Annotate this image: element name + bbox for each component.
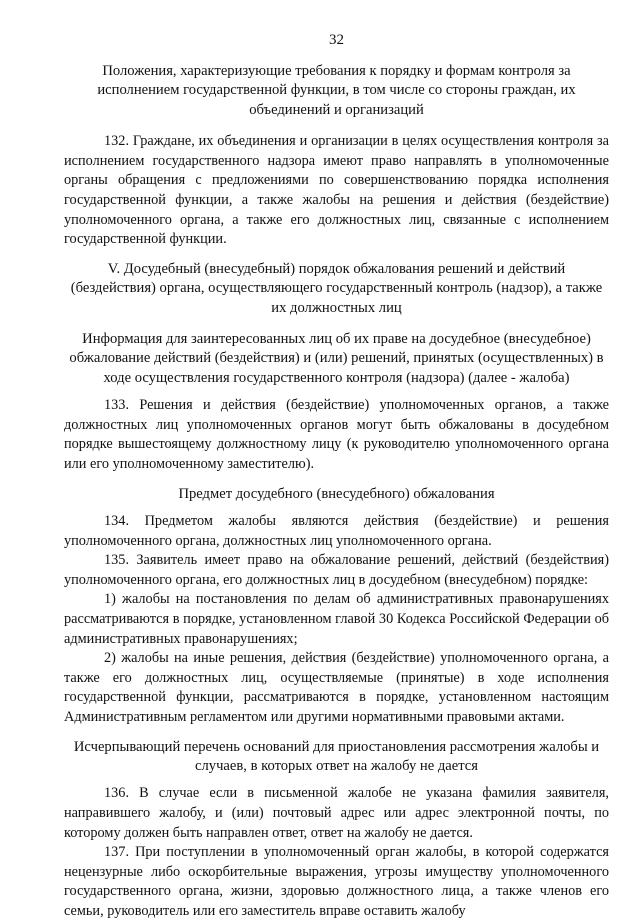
paragraph-132: 132. Граждане, их объединения и организации в целях осуществления контроля за исполнением государственного надзора имеют право направлять в уполномоченные органы обращения с предложениями по совершенствованию порядка исполнения государственной функции, а также жалобы на решения и действия (бездействие) уполномоченного органа, а также его должностных лиц, связанные с исполнением государственной функции. [64, 133, 609, 248]
heading-suspension-grounds: Исчерпывающий перечень оснований для приостановления рассмотрения жалобы и случаев, в которых ответ на жалобу не дается [73, 738, 600, 774]
heading-appeal-subject: Предмет досудебного (внесудебного) обжалования [178, 485, 495, 502]
paragraph-134: 134. Предметом жалобы являются действия (бездействие) и решения уполномоченного органа, должностных лиц уполномоченного органа. [64, 513, 609, 549]
paragraph-136: 136. В случае если в письменной жалобе не указана фамилия заявителя, направившего жалобу, и (или) почтовый адрес или адрес электронной почты, по которому должен быть направлен ответ, ответ на жалобу не дается. [64, 785, 609, 841]
heading-appeal-info: Информация для заинтересованных лиц об их праве на досудебное (внесудебное) обжалование действий (бездействия) и (или) решений, принятых (осуществленных) в ходе осуществления государственного контроля (надзора) (далее - жалоба) [69, 331, 604, 386]
paragraph-137: 137. При поступлении в уполномоченный орган жалобы, в которой содержатся нецензурные либо оскорбительные выражения, угрозы имуществу уполномоченного государственного органа, жизни, здоровью должностного лица, а также членов его семьи, руководитель или его заместитель вправе оставить жалобу [64, 844, 609, 919]
paragraph-135-item-2: 2) жалобы на иные решения, действия (бездействие) уполномоченного органа, а также его должностных лиц, осуществляемые (принятые) в ходе исполнения государственной функции, рассматриваются в порядке, установленном настоящим Административным регламентом или другими нормативными правовыми актами. [64, 650, 609, 725]
heading-control-provisions: Положения, характеризующие требования к порядку и формам контроля за исполнением государственной функции, в том числе со стороны граждан, их объединений и организаций [97, 63, 576, 118]
paragraph-133: 133. Решения и действия (бездействие) уполномоченных органов, а также должностных лиц уполномоченных органов могут быть обжалованы в досудебном порядке вышестоящему должностному лицу (к руководителю уполномоченного органа или его уполномоченному заместителю). [64, 397, 609, 472]
section-5-title: V. Досудебный (внесудебный) порядок обжалования решений и действий (бездействия) органа, осуществляющего государственный контроль (надзор), а также их должностных лиц [70, 260, 603, 316]
document-page [64, 30, 609, 922]
paragraph-135: 135. Заявитель имеет право на обжалование решений, действий (бездействия) уполномоченного органа, его должностных лиц в досудебном (внесудебном) порядке: [64, 552, 609, 588]
page-number: 32 [329, 32, 344, 48]
paragraph-135-item-1: 1) жалобы на постановления по делам об административных правонарушениях рассматриваются в порядке, установленном главой 30 Кодекса Российской Федерации об административных правонарушениях; [64, 591, 609, 647]
